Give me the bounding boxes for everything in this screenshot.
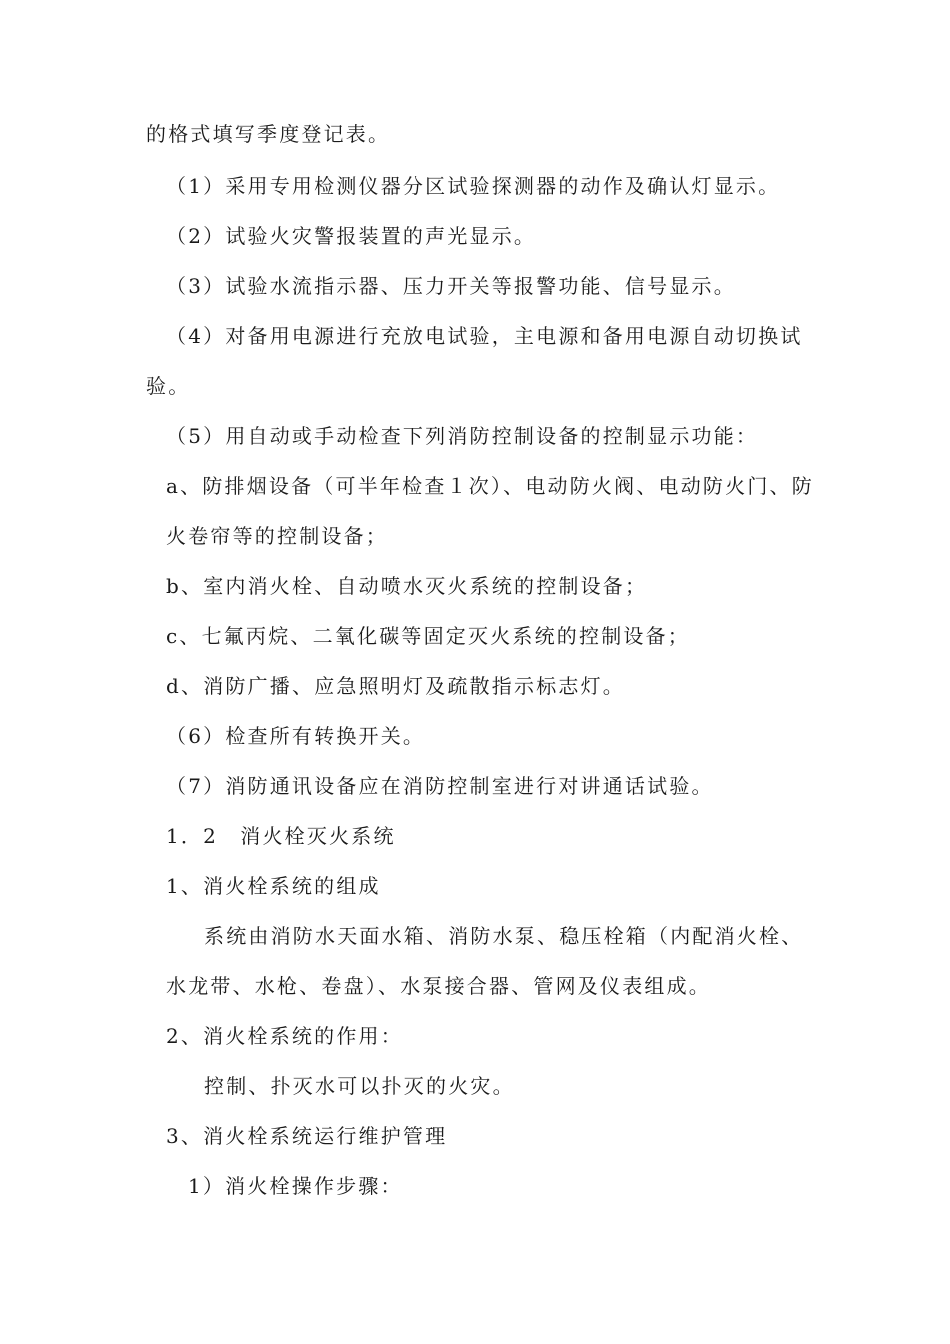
list-item: a、防排烟设备（可半年检查１次）、电动防火阀、电动防火门、防 bbox=[166, 474, 814, 498]
list-item: b、室内消火栓、自动喷水灭火系统的控制设备； bbox=[166, 574, 648, 598]
list-item: c、七氟丙烷、二氧化碳等固定灭火系统的控制设备； bbox=[166, 624, 691, 648]
list-item: （5）用自动或手动检查下列消防控制设备的控制显示功能： bbox=[166, 424, 759, 448]
list-item: d、消防广播、应急照明灯及疏散指示标志灯。 bbox=[166, 674, 626, 698]
list-item: （2）试验火灾警报装置的声光显示。 bbox=[166, 224, 537, 248]
list-item: （1）采用专用检测仪器分区试验探测器的动作及确认灯显示。 bbox=[166, 174, 781, 198]
subsection-heading: 3、消火栓系统运行维护管理 bbox=[166, 1124, 448, 1148]
list-item: 1）消火栓操作步骤： bbox=[188, 1174, 403, 1198]
paragraph-line: 验。 bbox=[146, 374, 191, 398]
subsection-heading: 1、消火栓系统的组成 bbox=[166, 874, 381, 898]
paragraph-line: 的格式填写季度登记表。 bbox=[146, 122, 391, 146]
paragraph-line: 火卷帘等的控制设备； bbox=[166, 524, 388, 548]
paragraph-line: 控制、扑灭水可以扑灭的火灾。 bbox=[204, 1074, 515, 1098]
section-heading: 1．2 消火栓灭火系统 bbox=[166, 824, 396, 848]
list-item: （7）消防通讯设备应在消防控制室进行对讲通话试验。 bbox=[166, 774, 714, 798]
paragraph-line: 水龙带、水枪、卷盘）、水泵接合器、管网及仪表组成。 bbox=[166, 974, 711, 998]
subsection-heading: 2、消火栓系统的作用： bbox=[166, 1024, 403, 1048]
list-item: （6）检查所有转换开关。 bbox=[166, 724, 426, 748]
paragraph-line: 系统由消防水天面水箱、消防水泵、稳压栓箱（内配消火栓、 bbox=[204, 924, 804, 948]
list-item: （3）试验水流指示器、压力开关等报警功能、信号显示。 bbox=[166, 274, 736, 298]
list-item: （4）对备用电源进行充放电试验，主电源和备用电源自动切换试 bbox=[166, 324, 803, 348]
